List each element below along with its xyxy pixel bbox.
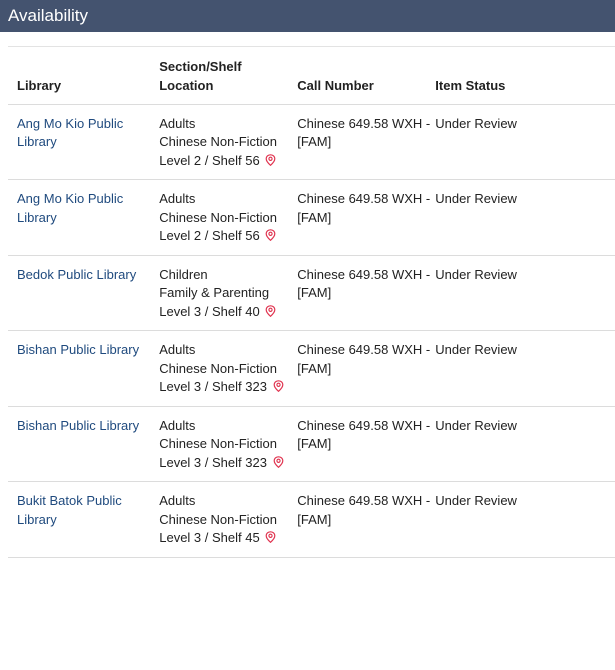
availability-title: Availability: [8, 6, 89, 25]
item-status-cell: Under Review: [435, 115, 517, 131]
library-link[interactable]: Bishan Public Library: [17, 342, 140, 357]
availability-table: [8, 47, 615, 558]
library-link[interactable]: Bishan Public Library: [17, 417, 140, 433]
library-cell: [8, 331, 159, 407]
library-link[interactable]: Ang Mo Kio Public Library: [17, 191, 124, 225]
map-pin-icon[interactable]: [265, 530, 276, 549]
call-number-cell: Chinese 649.58 WXH - [FAM]: [297, 417, 431, 451]
table-row: [8, 104, 615, 180]
call-number-cell: Chinese 649.58 WXH - [FAM]: [297, 342, 431, 376]
category-text: Chinese Non-Fiction: [159, 511, 278, 527]
table-row: [8, 180, 615, 256]
shelf-text: Level 2 / Shelf 56: [159, 228, 260, 243]
category-text: Chinese Non-Fiction: [159, 436, 278, 451]
column-header-call-number: Call Number: [297, 77, 374, 93]
availability-table-body: [8, 104, 615, 557]
library-cell: [8, 255, 159, 331]
shelf-text: Level 3 / Shelf 323: [159, 454, 267, 470]
category-text: Chinese Non-Fiction: [159, 134, 278, 149]
shelf-text: Level 3 / Shelf 45: [159, 530, 260, 545]
call-number-cell: Chinese 649.58 WXH - [FAM]: [297, 191, 431, 225]
call-number-cell: Chinese 649.58 WXH - [FAM]: [297, 493, 431, 527]
location-cell: [159, 104, 297, 180]
map-pin-icon[interactable]: [265, 304, 276, 323]
shelf-text: Level 3 / Shelf 323: [159, 379, 267, 394]
category-text: Chinese Non-Fiction: [159, 209, 278, 225]
library-link[interactable]: Bedok Public Library: [17, 266, 137, 282]
item-status-cell: Under Review: [435, 417, 517, 433]
map-pin-icon[interactable]: [273, 379, 284, 398]
map-pin-icon[interactable]: [265, 228, 276, 247]
item-status-cell: Under Review: [435, 191, 517, 206]
library-link[interactable]: Ang Mo Kio Public Library: [17, 115, 124, 149]
category-text: Family & Parenting: [159, 285, 270, 300]
location-cell: [159, 482, 297, 558]
library-cell: [8, 104, 159, 180]
column-header-item-status: Item Status: [435, 77, 506, 93]
table-header-row: [8, 47, 615, 104]
item-status-cell: Under Review: [435, 342, 517, 357]
availability-header: [0, 0, 615, 32]
library-cell: [8, 180, 159, 256]
library-cell: [8, 406, 159, 482]
section-text: Children: [159, 266, 208, 282]
map-pin-icon[interactable]: [273, 455, 284, 474]
location-cell: [159, 406, 297, 482]
item-status-cell: Under Review: [435, 266, 517, 282]
map-pin-icon[interactable]: [265, 153, 276, 172]
section-text: Adults: [159, 115, 196, 131]
library-link[interactable]: Bukit Batok Public Library: [17, 493, 122, 527]
item-status-cell: Under Review: [435, 493, 517, 508]
location-cell: [159, 331, 297, 407]
location-cell: [159, 255, 297, 331]
library-cell: [8, 482, 159, 558]
table-row: [8, 482, 615, 558]
table-row: [8, 255, 615, 331]
section-text: Adults: [159, 493, 196, 508]
location-cell: [159, 180, 297, 256]
call-number-cell: Chinese 649.58 WXH - [FAM]: [297, 266, 431, 300]
shelf-text: Level 3 / Shelf 40: [159, 303, 260, 319]
section-text: Adults: [159, 417, 196, 433]
call-number-cell: Chinese 649.58 WXH - [FAM]: [297, 115, 431, 149]
section-text: Adults: [159, 342, 196, 357]
shelf-text: Level 2 / Shelf 56: [159, 152, 260, 168]
section-text: Adults: [159, 191, 196, 206]
availability-table-container: [8, 46, 615, 558]
table-row: [8, 406, 615, 482]
table-row: [8, 331, 615, 407]
category-text: Chinese Non-Fiction: [159, 360, 278, 376]
column-header-library: Library: [17, 77, 62, 93]
column-header-location: Section/Shelf Location: [159, 58, 242, 93]
